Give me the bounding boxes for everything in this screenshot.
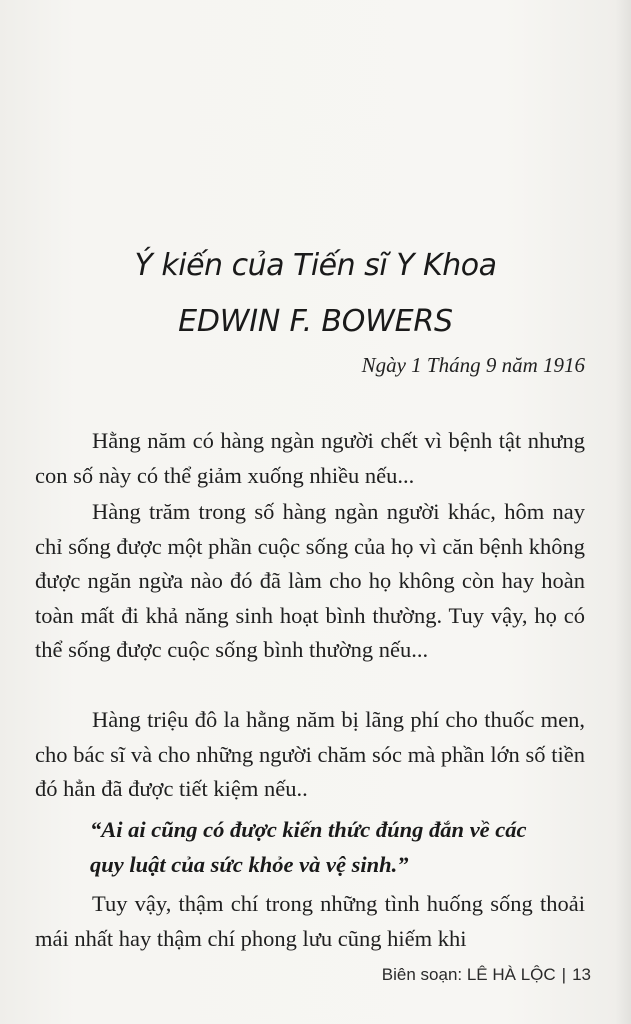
paragraph-1 bbox=[35, 424, 585, 493]
date-line: Ngày 1 Tháng 9 năm 1916 bbox=[361, 353, 585, 377]
paragraph-2-text: Hàng trăm trong số hàng ngàn người khác, hôm nay chỉ sống được một phần cuộc sống của họ vì căn bệnh không được ngăn ngừa nào đó đã làm cho họ không còn hay hoàn toàn mất đi khả năng sinh hoạt bình thường. Tuy vậy, họ có thể sống được cuộc sống bình thường nếu... bbox=[35, 499, 585, 662]
paragraph-2 bbox=[35, 495, 585, 668]
quote-block: “Ai ai cũng có được kiến thức đúng đắn về các quy luật của sức khỏe và vệ sinh.” bbox=[90, 817, 527, 877]
heading-line-2: EDWIN F. BOWERS bbox=[178, 304, 453, 339]
heading-line-1: Ý kiến của Tiến sĩ Y Khoa bbox=[134, 248, 497, 283]
page-number: 13 bbox=[572, 965, 591, 984]
page-footer bbox=[382, 965, 591, 985]
paragraph-3-text: Hàng triệu đô la hằng năm bị lãng phí cho thuốc men, cho bác sĩ và cho những người chăm sóc mà phần lớn số tiền đó hẳn đã được tiết kiệm nếu.. bbox=[35, 707, 585, 801]
paragraph-1-text: Hằng năm có hàng ngàn người chết vì bệnh tật nhưng con số này có thể giảm xuống nhiều nếu... bbox=[35, 428, 585, 488]
paragraph-5-text: Tuy vậy, thậm chí trong những tình huống sống thoải mái nhất hay thậm chí phong lưu cũng hiếm khi bbox=[35, 891, 585, 951]
footer-credit: Biên soạn: LÊ HÀ LỘC bbox=[381, 965, 556, 984]
paragraph-3 bbox=[35, 703, 585, 807]
footer-separator: | bbox=[561, 965, 567, 984]
page-edge-shadow bbox=[615, 0, 631, 1024]
paragraph-5 bbox=[35, 887, 585, 956]
